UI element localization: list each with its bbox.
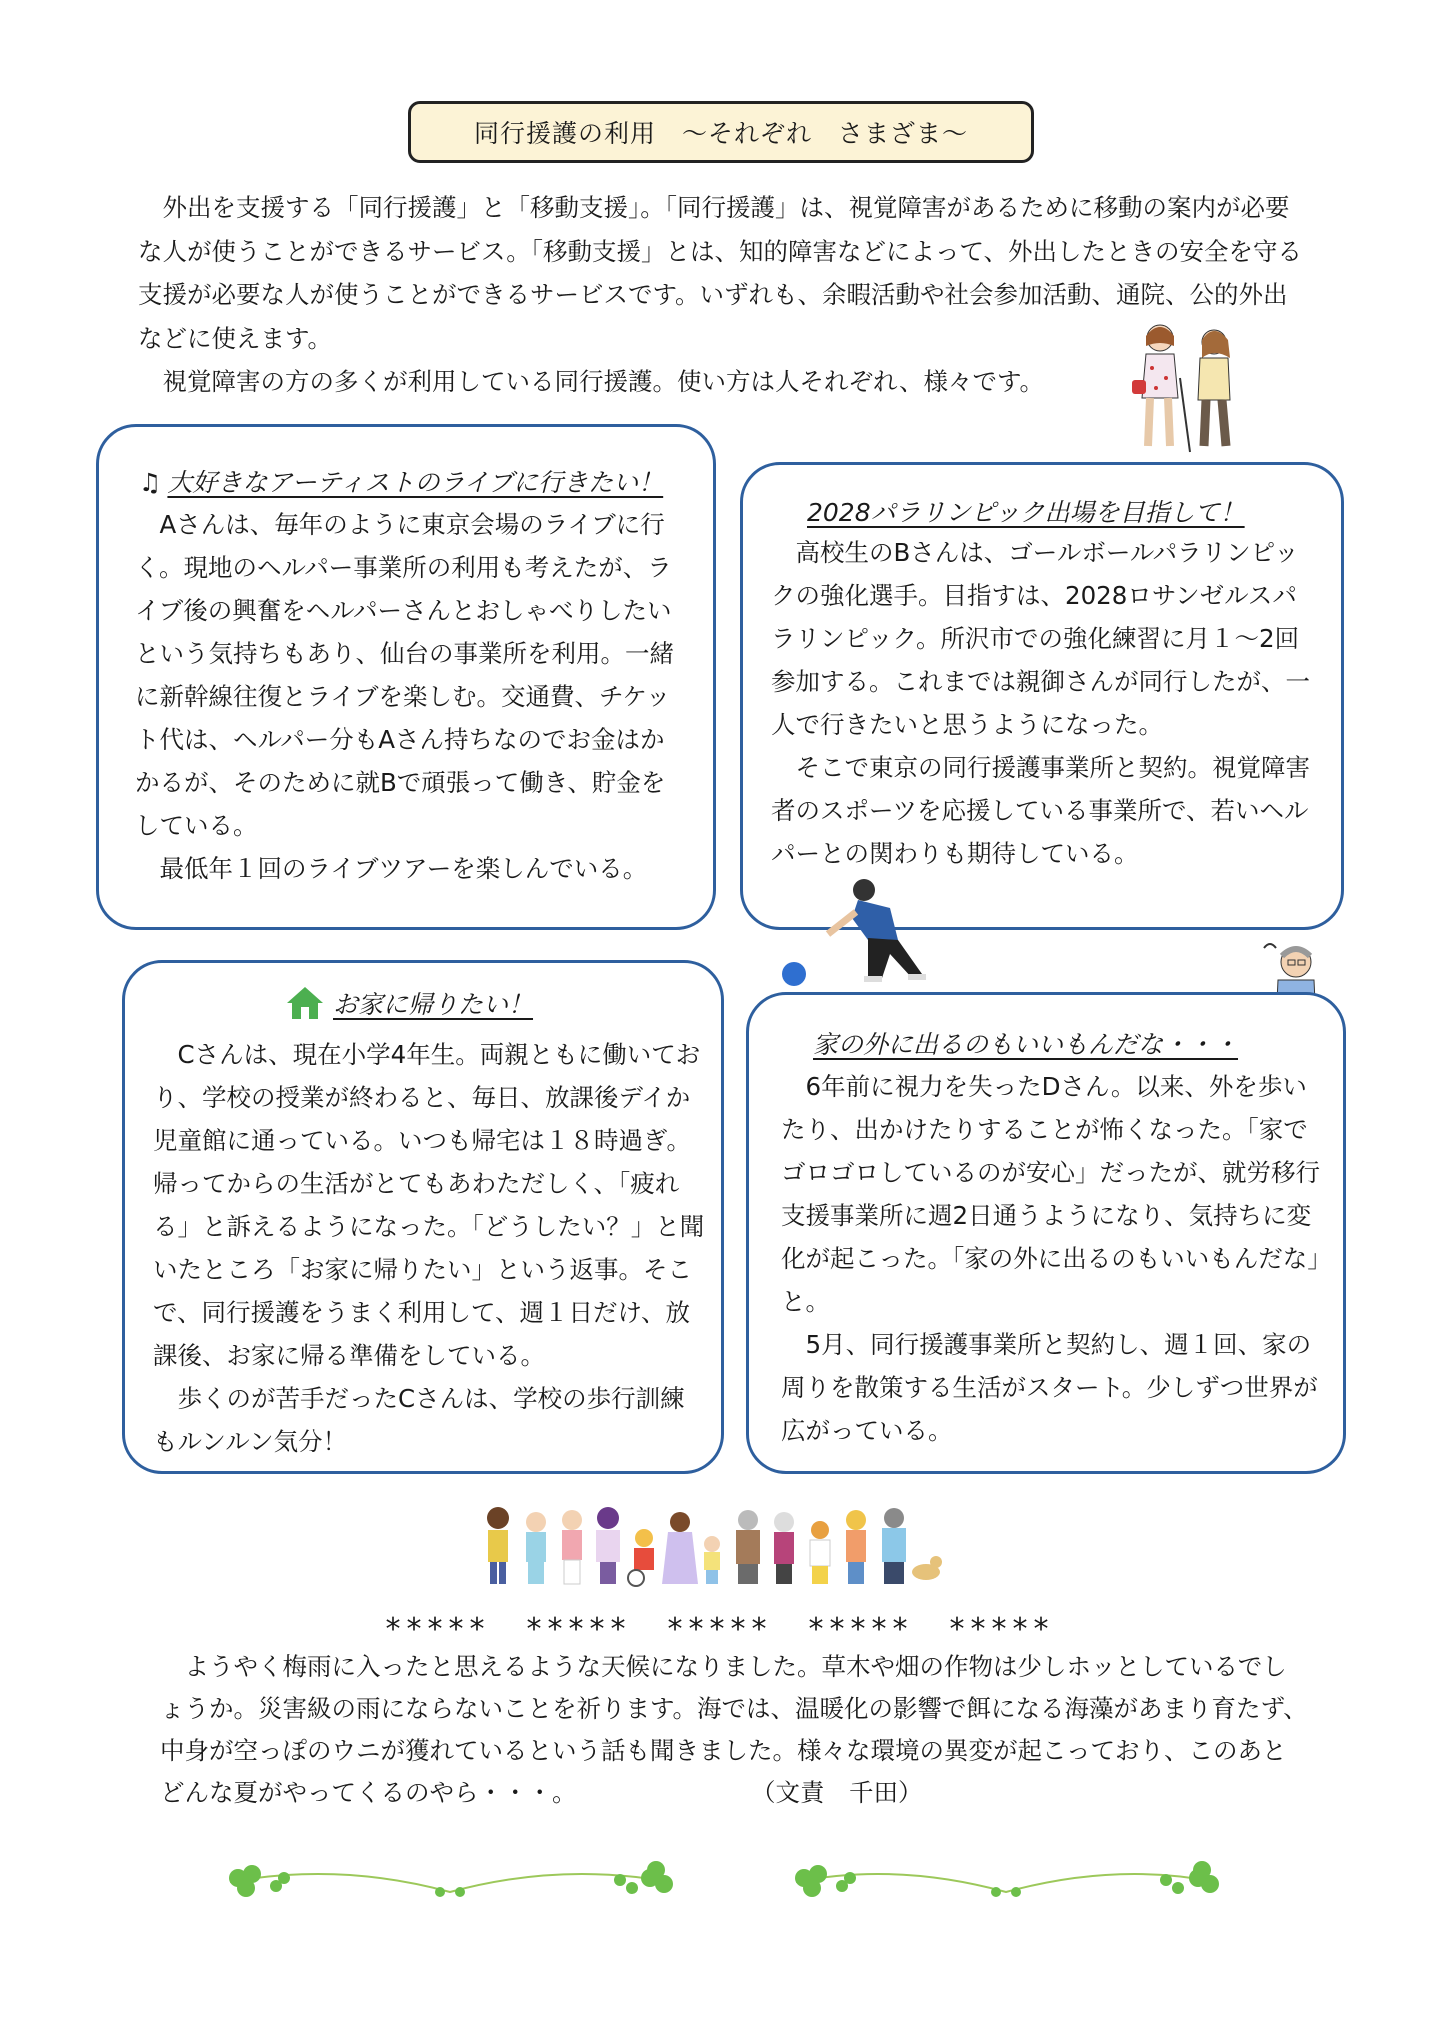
card-heading: 家の外に出るのもいいもんだな・・・: [813, 1030, 1239, 1059]
card-paragraph: 歩くのが苦手だったCさんは、学校の歩行訓練もルンルン気分！: [153, 1384, 685, 1456]
card-body: [135, 503, 680, 890]
page-title: 同行援護の利用 ～それぞれ さまざま～: [408, 101, 1034, 163]
person-figure: [774, 1512, 794, 1584]
person-figure: [562, 1510, 582, 1584]
card-body: [153, 1033, 705, 1463]
people-group-illustration: [476, 1504, 944, 1588]
stars-separator: ***** ***** ***** ***** *****: [385, 1612, 1055, 1647]
card-body: [771, 531, 1321, 875]
card-body: [781, 1065, 1326, 1452]
card-paragraph: 5月、同行援護事業所と契約し、週１回、家の周りを散策する生活がスタート。少しずつ世界が広がっている。: [781, 1330, 1318, 1445]
card-go-home: [122, 960, 724, 1474]
card-paragraph: そこで東京の同行援護事業所と契約。視覚障害者のスポーツを応援している事業所で、若いヘルパーとの関わりも期待している。: [771, 753, 1310, 868]
card-paragraph: Aさんは、毎年のように東京会場のライブに行く。現地のヘルパー事業所の利用も考えたが、ライブ後の興奮をヘルパーさんとおしゃべりしたいという気持ちもあり、仙台の事業所を利用。一緒に新幹線往復とライブを楽しむ。交通費、チケット代は、ヘルパー分もAさん持ちなのでお金はかかるが、そのために就Bで頑張って働き、貯金をしている。: [135, 510, 674, 840]
person-figure: [882, 1508, 906, 1584]
closing-paragraph: ようやく梅雨に入ったと思えるような天候になりました。草木や畑の作物は少しホッとしているでしょうか。災害級の雨にならないことを祈ります。海では、温暖化の影響で餌になる海藻があまり育たず、中身が空っぽのウニが獲れているという話も聞きました。様々な環境の異変が起こっており、このあとどんな夏がやってくるのやら・・・。: [160, 1652, 1308, 1807]
person-figure: [596, 1507, 620, 1584]
card-paragraph: 高校生のBさんは、ゴールボールパラリンピックの強化選手。目指すは、2028ロサンゼルスパラリンピック。所沢市での強化練習に月１～2回参加する。これまでは親御さんが同行したが、一人で行きたいと思うようになった。: [771, 538, 1310, 739]
card-paragraph: 6年前に視力を失ったDさん。以来、外を歩いたり、出かけたりすることが怖くなった。「家でゴロゴロしているのが安心」だったが、就労移行支援事業所に週2日通うようになり、気持ちに変化が起こった。「家の外に出るのもいいもんだな」と。: [781, 1072, 1320, 1316]
person-figure: [846, 1510, 866, 1584]
intro-paragraph: 外出を支援する「同行援護」と「移動支援」。「同行援護」は、視覚障害があるために移動の案内が必要な人が使うことができるサービス。「移動支援」とは、知的障害などによって、外出したときの安全を守る支援が必要な人が使うことができるサービスです。いずれも、余暇活動や社会参加活動、通院、公的外出などに使えます。: [138, 193, 1302, 353]
author-credit: （文責 千田）: [751, 1778, 923, 1807]
card-going-out: [746, 992, 1346, 1474]
person-figure: [810, 1521, 830, 1584]
goalball-player-illustration: [772, 878, 952, 990]
card-heading: 大好きなアーティストのライブに行きたい！: [167, 468, 664, 497]
card-heading: お家に帰りたい！: [333, 990, 534, 1019]
house-icon: [285, 985, 325, 1021]
card-paragraph: Cさんは、現在小学4年生。両親ともに働いており、学校の授業が終わると、毎日、放課後デイか児童館に通っている。いつも帰宅は１８時過ぎ。帰ってからの生活がとてもあわただしく、「疲れる」と訴えるようになった。「どうしたい？」と聞いたところ「お家に帰りたい」という返事。そこで、同行援護をうまく利用して、週１日だけ、放課後、お家に帰る準備をしている。: [153, 1040, 705, 1370]
person-figure: [736, 1510, 760, 1584]
person-figure: [628, 1529, 654, 1586]
music-note-icon: ♫: [139, 468, 162, 497]
card-heading: 2028パラリンピック出場を目指して！: [807, 498, 1245, 527]
person-figure: [662, 1512, 698, 1584]
closing-text: [160, 1646, 1310, 1814]
person-figure: [526, 1512, 546, 1584]
dog-figure: [912, 1556, 942, 1580]
clover-vine-decoration: [786, 1852, 1226, 1908]
card-paralympics: [740, 462, 1344, 930]
card-paragraph: 最低年１回のライブツアーを楽しんでいる。: [159, 854, 648, 883]
women-walking-illustration: [1122, 318, 1252, 456]
intro-paragraph: 視覚障害の方の多くが利用している同行援護。使い方は人それぞれ、様々です。: [162, 367, 1045, 396]
person-figure: [487, 1507, 509, 1584]
card-live-concert: [96, 424, 716, 930]
clover-vine-decoration: [220, 1852, 680, 1908]
person-figure: [704, 1536, 720, 1584]
